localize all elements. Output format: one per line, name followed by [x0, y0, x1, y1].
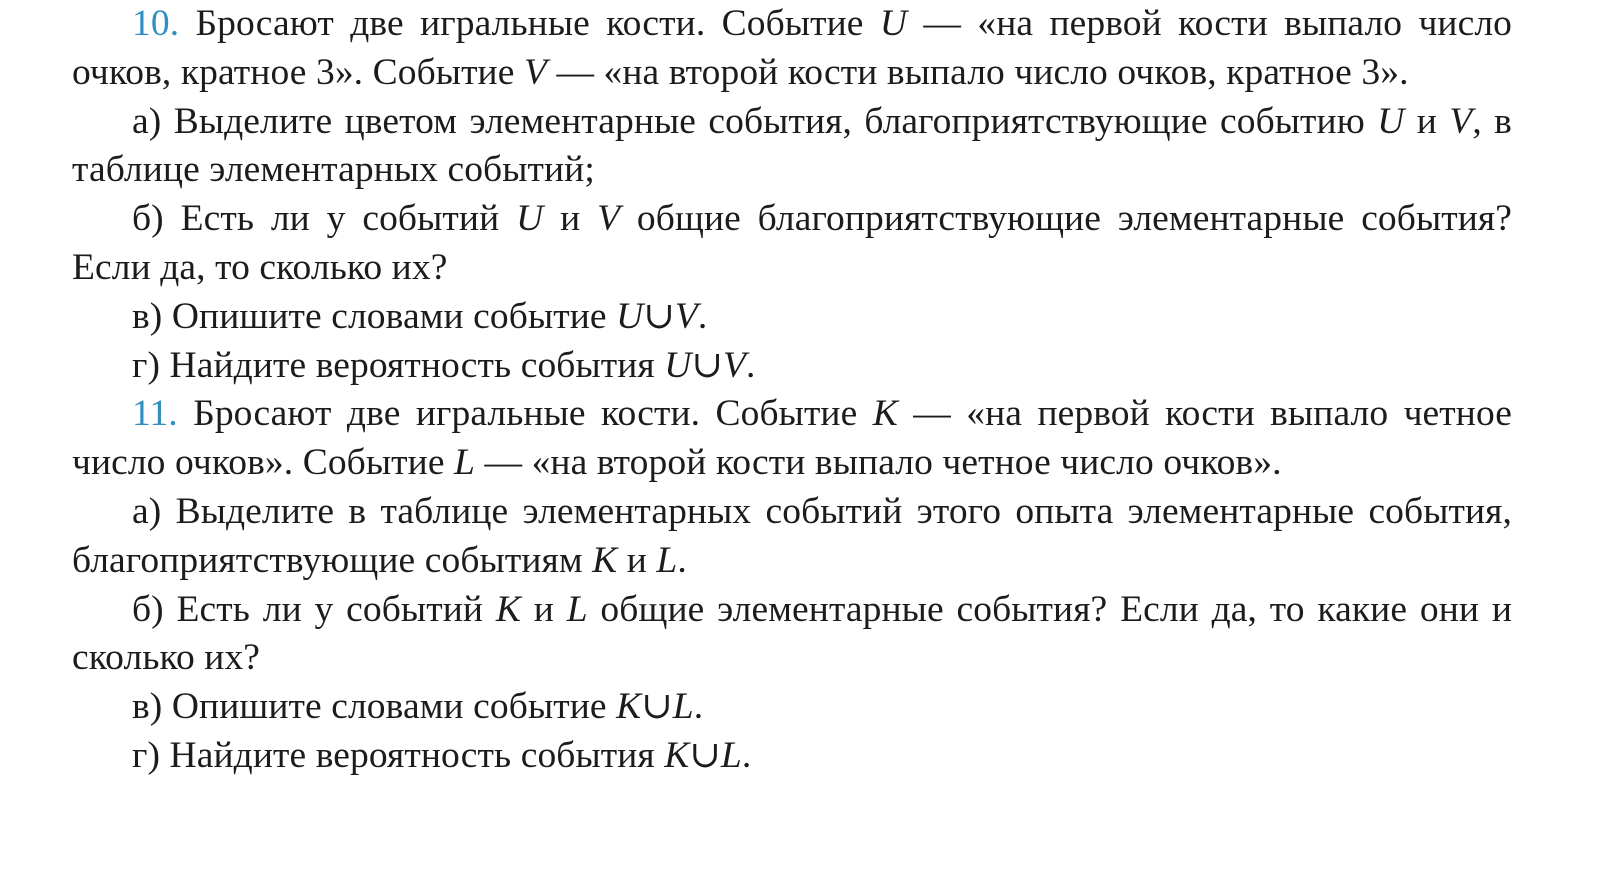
event-u-symbol: U — [1377, 100, 1405, 142]
union-operator: ∪ — [643, 295, 675, 337]
problem-10-text-1: Бросают две игральные кости. Событие — [179, 3, 880, 44]
part-c-period: . — [697, 295, 708, 337]
problem-11-text-1: Бросают две игральные кости. Событие — [177, 393, 873, 435]
part-c-text: в) Опишите словами событие — [132, 686, 617, 728]
problem-10-part-c — [72, 293, 1512, 342]
event-v-symbol: V — [674, 295, 698, 337]
problem-10-part-b — [72, 195, 1512, 293]
event-v-symbol: V — [1449, 100, 1473, 142]
part-b-text-1: б) Есть ли у событий — [132, 588, 496, 630]
problem-11-part-b — [72, 586, 1512, 684]
event-l-symbol: L — [720, 734, 742, 776]
part-a-text-1: а) Выделите в таблице элементарных событий этого опыта элементарные события, благоприятствующие событиям — [72, 490, 1512, 581]
part-d-period: . — [746, 344, 756, 386]
problem-10-text-3: — «на второй кости выпало число очков, кратное 3». — [546, 51, 1409, 93]
event-u-symbol: U — [664, 344, 692, 386]
union-operator: ∪ — [641, 686, 673, 728]
problem-11-part-c — [72, 683, 1512, 732]
union-operator: ∪ — [691, 344, 723, 386]
event-u-symbol: U — [879, 3, 908, 44]
problem-11-statement — [72, 390, 1512, 488]
event-l-symbol: L — [672, 686, 694, 728]
problem-11-number: 11. — [132, 393, 178, 435]
event-l-symbol: L — [656, 539, 678, 581]
part-b-text-3: общие элементарные события? Если да, то какие они и сколько их? — [72, 588, 1513, 679]
part-a-text-1: а) Выделите цветом элементарные события, благоприятствующие событию — [132, 100, 1378, 142]
part-c-period: . — [693, 686, 704, 728]
part-d-text: г) Найдите вероятность события — [132, 734, 665, 776]
part-b-text-2: и — [543, 198, 598, 240]
problem-10-text-2: — «на первой кости выпало число очков, кратное 3». Событие — [72, 3, 1513, 93]
problem-10-part-a — [72, 98, 1512, 196]
event-l-symbol: L — [566, 588, 588, 630]
part-d-text: г) Найдите вероятность события — [132, 344, 665, 386]
event-k-symbol: K — [592, 539, 618, 581]
event-v-symbol: V — [597, 198, 621, 240]
part-d-period: . — [741, 734, 752, 776]
union-operator: ∪ — [689, 734, 721, 776]
textbook-page — [72, 0, 1512, 781]
event-v-symbol: V — [523, 51, 547, 93]
part-b-text-3: общие благоприятствующие элементарные события? Если да, то сколько их? — [72, 198, 1513, 288]
event-u-symbol: U — [616, 295, 644, 337]
part-a-text-2: и — [617, 539, 657, 581]
problem-11-part-d — [72, 732, 1512, 781]
event-v-symbol: V — [722, 344, 746, 386]
event-u-symbol: U — [516, 198, 544, 240]
problem-10-part-d — [72, 342, 1512, 391]
event-k-symbol: K — [664, 734, 690, 776]
part-c-text: в) Опишите словами событие — [132, 295, 617, 337]
problem-11-text-3: — «на второй кости выпало четное число очков». — [475, 442, 1282, 484]
problem-11-text-2: — «на первой кости выпало четное число очков». Событие — [72, 393, 1512, 484]
problem-10-number: 10. — [132, 3, 180, 44]
part-a-text-3: , в таблице элементарных событий; — [72, 100, 1512, 191]
event-k-symbol: K — [616, 686, 642, 728]
part-b-text-2: и — [520, 588, 567, 630]
problem-10-statement — [72, 0, 1512, 98]
part-a-text-3: . — [677, 539, 687, 581]
part-b-text-1: б) Есть ли у событий — [132, 198, 517, 240]
part-a-text-2: и — [1404, 100, 1450, 142]
event-k-symbol: K — [495, 588, 521, 630]
problem-11-part-a — [72, 488, 1512, 586]
event-l-symbol: L — [454, 442, 476, 484]
event-k-symbol: K — [872, 393, 898, 435]
